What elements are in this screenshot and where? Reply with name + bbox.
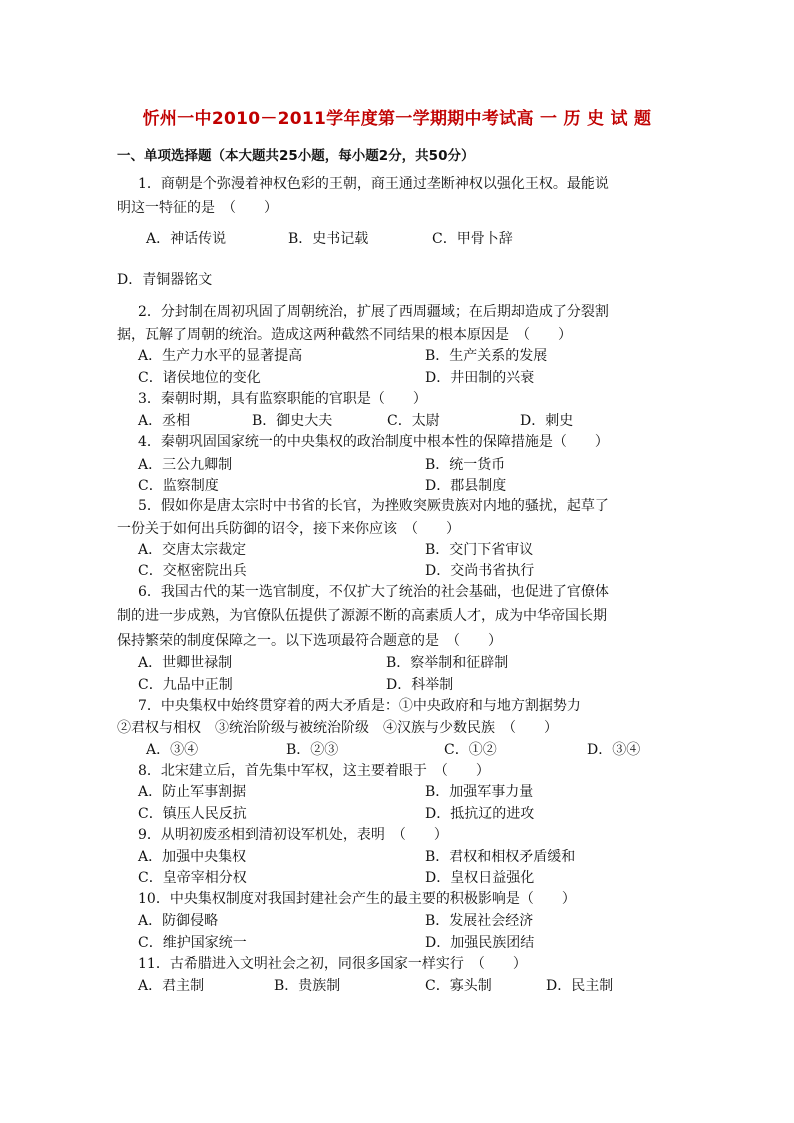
question-7-line-1: 7．中央集权中始终贯穿着的两大矛盾是：①中央政府和与地方割据势力 [138,698,581,714]
question-7-option-c: C．①② [444,742,497,758]
question-1-option-c: C．甲骨卜辞 [432,231,513,247]
question-5-option-a: A．交唐太宗裁定 [138,542,247,558]
question-6-line-2: 制的进一步成熟，为官僚队伍提供了源源不断的高素质人才，成为中华帝国长期 [117,608,607,624]
question-10-line-1: 10．中央集权制度对我国封建社会产生的最主要的积极影响是（ ） [138,891,576,907]
question-5-line-2: 一份关于如何出兵防御的诏令，接下来你应该 （ ） [117,521,460,537]
question-6-line-1: 6．我国古代的某一选官制度，不仅扩大了统治的社会基础，也促进了官僚体 [138,584,609,600]
question-10-option-b: B．发展社会经济 [425,913,534,929]
question-9-option-b: B．君权和相权矛盾缓和 [425,849,576,865]
question-5-line-1: 5．假如你是唐太宗时中书省的长官，为挫败突厥贵族对内地的骚扰，起草了 [138,498,609,514]
question-3-line-1: 3．秦朝时期，具有监察职能的官职是（ ） [138,391,427,407]
question-6-option-d: D．科举制 [386,677,454,693]
question-3-option-b: B．御史大夫 [252,413,333,429]
question-10-option-c: C．维护国家统一 [138,935,247,951]
question-11-option-b: B．贵族制 [274,978,341,994]
question-11-line-1: 11．古希腊进入文明社会之初，同很多国家一样实行 （ ） [138,956,527,972]
question-6-option-c: C．九品中正制 [138,677,233,693]
exam-title: 忻州一中2010－2011学年度第一学期期中考试高 一 历 史 试 题 [142,109,652,129]
question-4-option-a: A．三公九卿制 [138,457,233,473]
question-1-option-d: D．青铜器铭文 [117,272,213,288]
section-heading: 一、单项选择题（本大题共25小题，每小题2分，共50分） [117,148,475,164]
question-4-option-c: C．监察制度 [138,478,219,494]
question-1-line-2: 明这一特征的是 （ ） [117,200,278,216]
question-8-option-d: D．抵抗辽的进攻 [425,806,535,822]
question-9-option-a: A．加强中央集权 [138,849,247,865]
question-11-option-a: A．君主制 [138,978,205,994]
question-10-option-a: A．防御侵略 [138,913,219,929]
question-2-line-2: 据，瓦解了周朝的统治。造成这两种截然不同结果的根本原因是 （ ） [117,327,572,343]
question-7-option-b: B．②③ [286,742,339,758]
question-9-line-1: 9．从明初废丞相到清初设军机处，表明 （ ） [138,827,448,843]
question-8-option-a: A．防止军事割据 [138,784,247,800]
question-3-option-c: C．太尉 [387,413,440,429]
question-7-line-2: ②君权与相权 ③统治阶级与被统治阶级 ④汉族与少数民族 （ ） [117,720,558,736]
question-8-option-c: C．镇压人民反抗 [138,806,247,822]
question-4-option-b: B．统一货币 [425,457,506,473]
question-4-option-d: D．郡县制度 [425,478,507,494]
question-1-line-1: 1．商朝是个弥漫着神权色彩的王朝，商王通过垄断神权以强化王权。最能说 [138,176,609,192]
question-5-option-b: B．交门下省审议 [425,542,534,558]
question-1-option-a: A．神话传说 [146,231,227,247]
question-6-option-b: B．察举制和征辟制 [386,655,509,671]
question-6-option-a: A．世卿世禄制 [138,655,233,671]
question-2-option-b: B．生产关系的发展 [425,348,548,364]
question-6-line-3: 保持繁荣的制度保障之一。以下选项最符合题意的是 （ ） [117,633,502,649]
question-11-option-c: C．寡头制 [425,978,492,994]
question-2-option-c: C．诸侯地位的变化 [138,370,261,386]
question-10-option-d: D．加强民族团结 [425,935,535,951]
question-9-option-c: C．皇帝宰相分权 [138,870,247,886]
question-7-option-a: A．③④ [146,742,199,758]
question-8-line-1: 8．北宋建立后，首先集中军权，这主要着眼于 （ ） [138,763,490,779]
question-3-option-a: A．丞相 [138,413,191,429]
question-5-option-d: D．交尚书省执行 [425,563,535,579]
question-5-option-c: C．交枢密院出兵 [138,563,247,579]
question-4-line-1: 4．秦朝巩固国家统一的中央集权的政治制度中根本性的保障措施是（ ） [138,434,609,450]
question-9-option-d: D．皇权日益强化 [425,870,535,886]
question-2-line-1: 2．分封制在周初巩固了周朝统治，扩展了西周疆域；在后期却造成了分裂割 [138,304,609,320]
question-8-option-b: B．加强军事力量 [425,784,534,800]
question-7-option-d: D．③④ [587,742,641,758]
question-3-option-d: D．刺史 [520,413,574,429]
question-2-option-d: D．井田制的兴衰 [425,370,535,386]
question-1-option-b: B．史书记载 [288,231,369,247]
question-11-option-d: D．民主制 [546,978,614,994]
question-2-option-a: A．生产力水平的显著提高 [138,348,303,364]
